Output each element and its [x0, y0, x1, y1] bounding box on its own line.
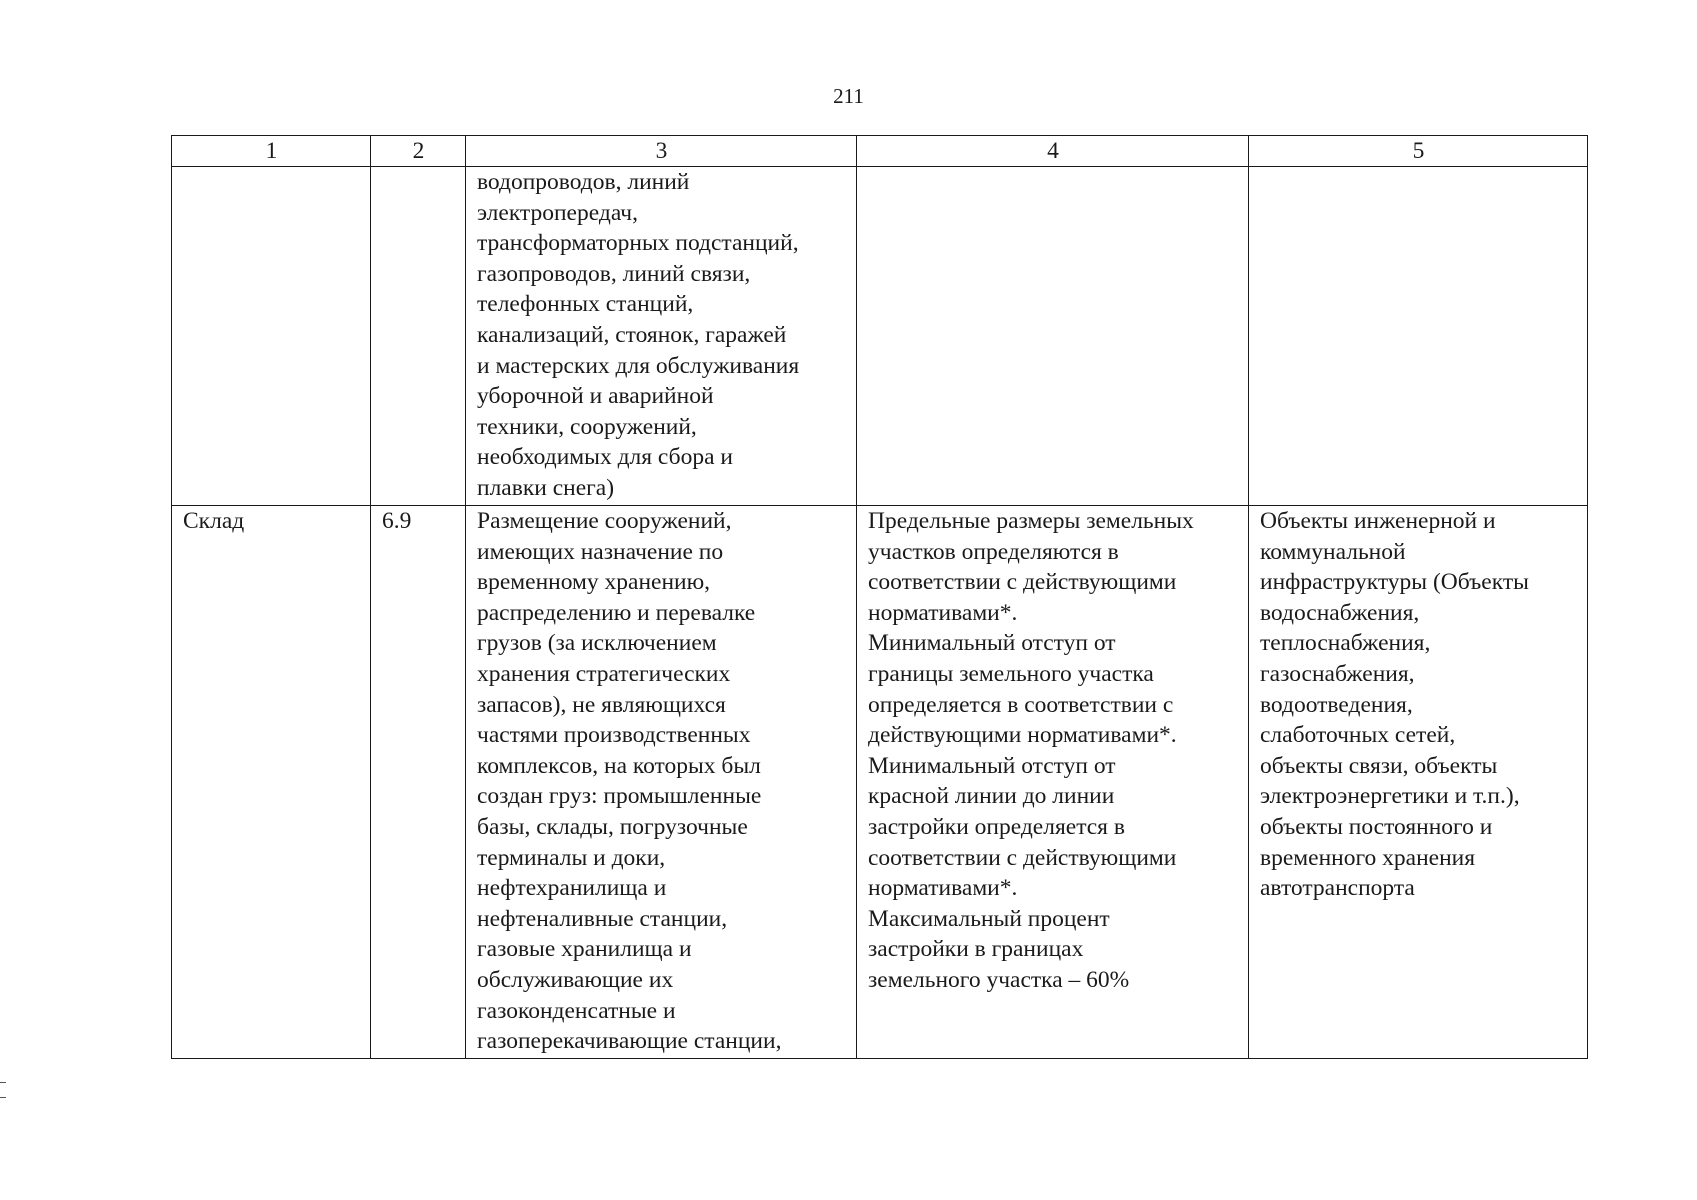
- table-row: [172, 167, 1588, 506]
- parameters-cell: [857, 167, 1249, 506]
- land-use-description-text: Размещение сооружений, имеющих назначение по временному хранению, распределению и перевалке грузов (за исключением хранения стратегических запасов), не являющихся частями производственных комплексов, на которых был создан груз: промышленные базы, склады, погрузочные терминалы и доки, нефтехранилища и нефтеналивные станции, газовые хранилища и обслуживающие их газоконденсатные и газоперекачивающие станции,: [477, 508, 782, 1055]
- table-header-row: [172, 136, 1588, 167]
- land-use-code-cell: [371, 167, 466, 506]
- scan-margin-mark: [0, 1082, 6, 1098]
- auxiliary-uses-cell: [1249, 167, 1588, 506]
- auxiliary-uses-text: Объекты инженерной и коммунальной инфраструктуры (Объекты водоснабжения, теплоснабжения, газоснабжения, водоотведения, слаботочных сетей, объекты связи, объекты электроэнергетики и т.п.), объекты постоянного и временного хранения автотранспорта: [1260, 508, 1529, 902]
- land-use-name-cell: [172, 167, 371, 506]
- parameters-cell: [857, 506, 1249, 1059]
- land-use-description-text: водопроводов, линий электропередач, трансформаторных подстанций, газопроводов, линий связи, телефонных станций, канализаций, стоянок, гаражей и мастерских для обслуживания уборочной и аварийной техники, сооружений, необходимых для сбора и плавки снега): [477, 169, 800, 501]
- table-row: [172, 506, 1588, 1059]
- land-use-code-text: 6.9: [382, 508, 412, 534]
- parameters-text: Предельные размеры земельных участков определяются в соответствии с действующими нормативами*. Минимальный отступ от границы земельного участка определяется в соответствии с действующими нормативами*. Минимальный отступ от красной линии до линии застройки определяется в соответствии с действующими нормативами*. Максимальный процент застройки в границах земельного участка – 60%: [868, 508, 1194, 993]
- land-use-name-cell: [172, 506, 371, 1059]
- column-header-1: 1: [172, 136, 371, 167]
- land-use-code-cell: [371, 506, 466, 1059]
- land-use-name-text: Склад: [183, 508, 245, 534]
- page-number: 211: [833, 84, 864, 108]
- column-header-3: 3: [466, 136, 857, 167]
- regulations-table: [171, 135, 1588, 1059]
- column-header-4: 4: [857, 136, 1249, 167]
- column-header-2: 2: [371, 136, 466, 167]
- column-header-5: 5: [1249, 136, 1588, 167]
- auxiliary-uses-cell: [1249, 506, 1588, 1059]
- land-use-description-cell: [466, 167, 857, 506]
- land-use-description-cell: [466, 506, 857, 1059]
